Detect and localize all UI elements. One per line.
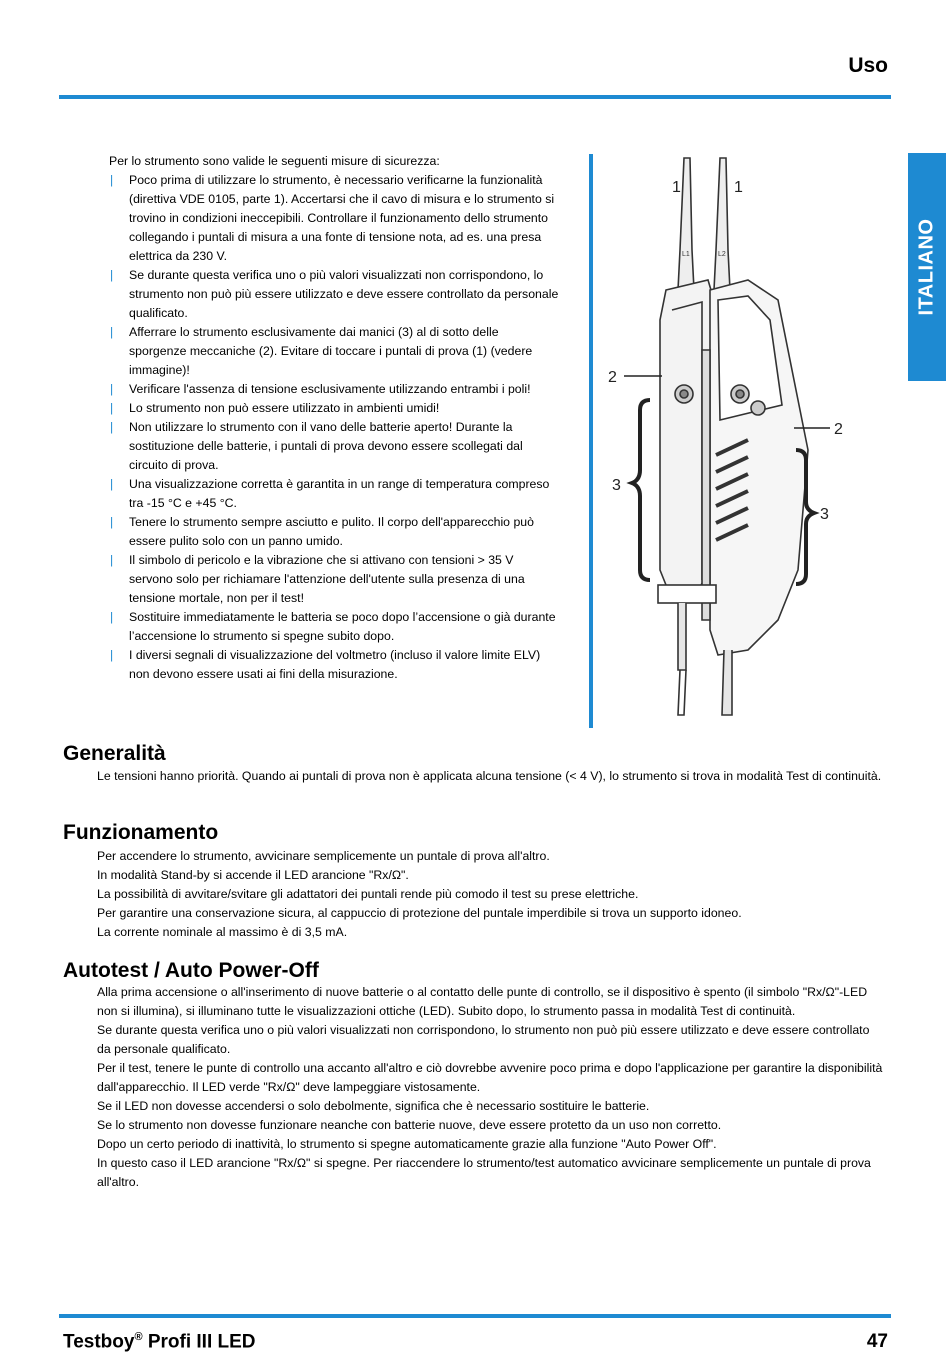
- list-item-text: Il simbolo di pericolo e la vibrazione che si attivano con tensioni > 35 V servono solo per richiamare l'attenzione dell'utente sulla presenza di una tensione mortale, non per il test!: [129, 553, 525, 605]
- bullet-marker: |: [110, 401, 114, 415]
- figure-label-1-left: 1: [672, 179, 681, 196]
- voltage-tester-illustration: [598, 150, 858, 722]
- header-rule: [59, 95, 891, 99]
- bullet-marker: |: [110, 173, 114, 187]
- paragraph: Alla prima accensione o all'inserimento di nuove batterie o al contatto delle punte di controllo, se il dispositivo è spento (il simbolo "Rx/Ω"-LED non si illumina), si illuminano tutte le visualizzazioni ottiche (LED). Subito dopo, lo strumento passa in modalità Test di continuità.: [97, 985, 868, 1018]
- paragraph: Se durante questa verifica uno o più valori visualizzati non corrispondono, lo strumento non può più essere utilizzato e deve essere controllato da personale qualificato.: [97, 1023, 870, 1056]
- footer-product-name: [63, 1331, 256, 1353]
- list-item: [109, 323, 559, 380]
- section-heading-funzionamento: Funzionamento: [63, 821, 219, 844]
- paragraph: Le tensioni hanno priorità. Quando ai puntali di prova non è applicata alcuna tensione (< 4 V), lo strumento si trova in modalità Test di continuità.: [97, 769, 882, 783]
- figure-label-2-right: 2: [834, 421, 843, 438]
- bullet-marker: |: [110, 515, 114, 529]
- paragraph: In questo caso il LED arancione "Rx/Ω" si spegne. Per riaccendere lo strumento/test automatico avvicinare semplicemente un puntale di prova all'altro.: [97, 1156, 871, 1189]
- section-heading-autotest: Autotest / Auto Power-Off: [63, 959, 319, 982]
- bullet-marker: |: [110, 268, 114, 282]
- list-item: [109, 551, 559, 608]
- paragraph: Se lo strumento non dovesse funzionare neanche con batterie nuove, deve essere protetto da un uso non corretto.: [97, 1118, 722, 1132]
- safety-intro: Per lo strumento sono valide le seguenti misure di sicurezza:: [109, 154, 440, 168]
- list-item: [109, 475, 559, 513]
- list-item-text: Se durante questa verifica uno o più valori visualizzati non corrispondono, lo strumento non può più essere utilizzato e deve essere controllato da personale qualificato.: [129, 268, 559, 320]
- figure-label-3-right: 3: [820, 506, 829, 523]
- bullet-marker: |: [110, 477, 114, 491]
- section-body-generalita: [97, 767, 885, 786]
- list-item-text: Verificare l'assenza di tensione esclusivamente utilizzando entrambi i poli!: [129, 382, 531, 396]
- bullet-marker: |: [110, 420, 114, 434]
- paragraph: La corrente nominale al massimo è di 3,5 mA.: [97, 925, 348, 939]
- footer-model: Profi III LED: [147, 1331, 256, 1353]
- figure-label-1-right: 1: [734, 179, 743, 196]
- paragraph: Per accendere lo strumento, avvicinare semplicemente un puntale di prova all'altro.: [97, 849, 550, 863]
- list-item-text: Non utilizzare lo strumento con il vano delle batterie aperto! Durante la sostituzione delle batterie, i puntali di prova devono essere scollegati dal circuito di prova.: [129, 420, 523, 472]
- language-side-tab: [908, 153, 946, 381]
- list-item-text: Tenere lo strumento sempre asciutto e pulito. Il corpo dell'apparecchio può essere pulito solo con un panno umido.: [129, 515, 534, 548]
- paragraph: Dopo un certo periodo di inattività, lo strumento si spegne automaticamente grazie alla funzione "Auto Power Off".: [97, 1137, 717, 1151]
- section-body-funzionamento: [97, 847, 885, 942]
- list-item-text: Afferrare lo strumento esclusivamente dai manici (3) al di sotto delle sporgenze meccaniche (2). Evitare di toccare i puntali di prova (1) (vedere immagine)!: [129, 325, 533, 377]
- figure-accent-bar: [589, 154, 593, 728]
- section-heading-generalita: Generalità: [63, 742, 166, 765]
- paragraph: In modalità Stand-by si accende il LED arancione "Rx/Ω".: [97, 868, 409, 882]
- paragraph: La possibilità di avvitare/svitare gli adattatori dei puntali rende più comodo il test su prese elettriche.: [97, 887, 639, 901]
- figure-probe-l2-label: L2: [718, 251, 726, 258]
- paragraph: Se il LED non dovesse accendersi o solo debolmente, significa che è necessario sostituire le batterie.: [97, 1099, 650, 1113]
- figure-label-3-left: 3: [612, 477, 621, 494]
- bullet-marker: |: [110, 325, 114, 339]
- list-item: [109, 418, 559, 475]
- safety-block: [109, 152, 559, 684]
- paragraph: Per garantire una conservazione sicura, al cappuccio di protezione del puntale imperdibile si trova un supporto idoneo.: [97, 906, 742, 920]
- list-item: [109, 380, 559, 399]
- page-header-title: Uso: [848, 54, 888, 77]
- paragraph: Per il test, tenere le punte di controllo una accanto all'altro e ciò dovrebbe avvenire poco prima e dopo l'applicazione per garantire la disponibilità dall'apparecchio. Il LED verde "Rx/Ω" deve lampeggiare vistosamente.: [97, 1061, 883, 1094]
- list-item: [109, 513, 559, 551]
- footer-page-number: 47: [866, 1331, 888, 1352]
- list-item-text: Lo strumento non può essere utilizzato in ambienti umidi!: [129, 401, 440, 415]
- list-item: [109, 171, 559, 266]
- bullet-marker: |: [110, 610, 114, 624]
- list-item-text: Poco prima di utilizzare lo strumento, è necessario verificarne la funzionalità (direttiva VDE 0105, parte 1). Accertarsi che il cavo di misura e lo strumento si trovino in condizioni ineccepibili. Controllare il funzionamento dello strumento collegando i puntali di misura a una fonte di tensione nota, ad es. una presa elettrica da 230 V.: [129, 173, 555, 263]
- list-item-text: Sostituire immediatamente le batteria se poco dopo l’accensione o già durante l’accensione lo strumento si spegne subito dopo.: [129, 610, 556, 643]
- safety-list: [109, 171, 559, 684]
- figure-label-2-left: 2: [608, 369, 617, 386]
- footer-brand: Testboy: [63, 1331, 135, 1353]
- bullet-marker: |: [110, 648, 114, 662]
- list-item: [109, 608, 559, 646]
- list-item-text: Una visualizzazione corretta è garantita in un range di temperatura compreso tra -15 °C e +45 °C.: [129, 477, 550, 510]
- list-item: [109, 399, 559, 418]
- language-side-tab-label: ITALIANO: [915, 218, 938, 316]
- footer-registered-mark: ®: [134, 1331, 143, 1343]
- bullet-marker: |: [110, 382, 114, 396]
- footer-rule: [59, 1314, 891, 1318]
- list-item: [109, 266, 559, 323]
- list-item-text: I diversi segnali di visualizzazione del voltmetro (incluso il valore limite ELV) non devono essere usati ai fini della misurazione.: [129, 648, 541, 681]
- section-body-autotest: [97, 983, 885, 1192]
- list-item: [109, 646, 559, 684]
- bullet-marker: |: [110, 553, 114, 567]
- figure-probe-l1-label: L1: [682, 251, 690, 258]
